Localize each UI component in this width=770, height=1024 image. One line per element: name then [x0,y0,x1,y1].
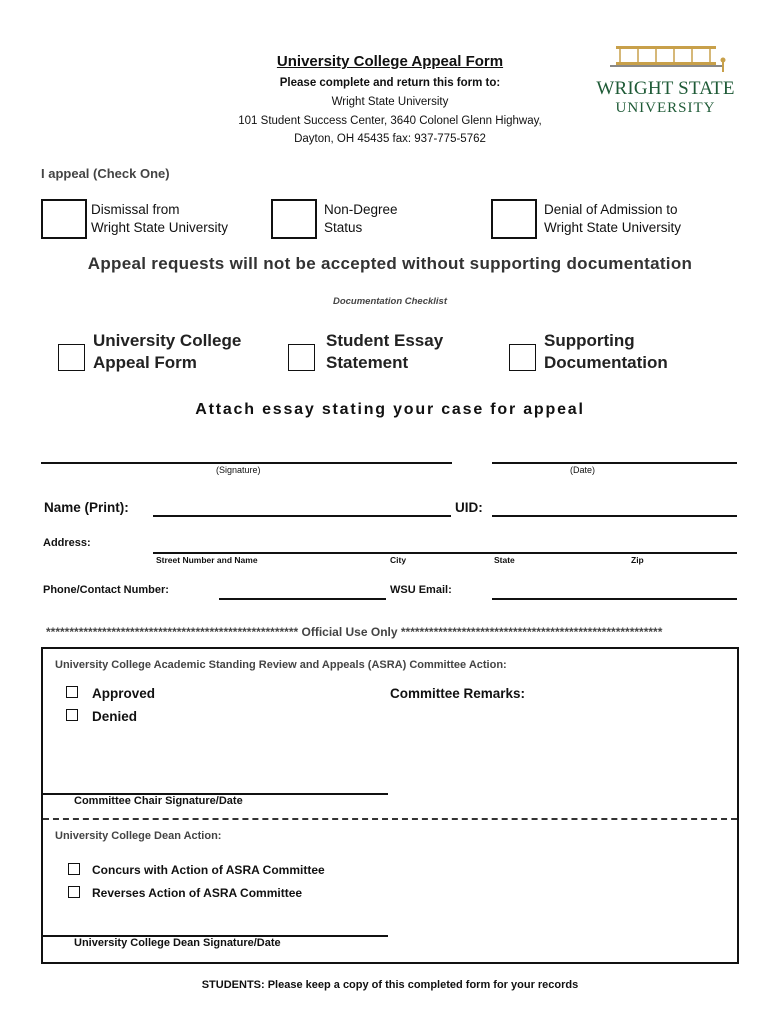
return-instruction: Please complete and return this form to: [279,77,501,89]
committee-action-title: University College Academic Standing Review and Appeals (ASRA) Committee Action: [55,659,507,671]
concurs-checkbox[interactable] [68,863,80,875]
wright-state-logo [588,42,743,122]
reverses-checkbox[interactable] [68,886,80,898]
date-line[interactable] [492,462,737,464]
email-input-line[interactable] [492,598,737,600]
option-line: Wright State University [91,220,229,235]
dismissal-option [91,201,228,237]
street-caption: Street Number and Name [156,555,258,565]
option-line: Wright State University [544,220,682,235]
official-use-panel [41,647,739,964]
documentation-checklist-label: Documentation Checklist [332,296,448,307]
logo-text-university: UNIVERSITY [615,100,716,116]
checklist-essay-statement [326,330,443,374]
address-input-line[interactable] [153,552,737,554]
uid-input-line[interactable] [492,515,737,517]
address-line-1: 101 Student Success Center, 3640 Colonel Glenn Highway, [238,115,542,127]
denied-checkbox[interactable] [66,709,78,721]
state-caption: State [494,555,515,565]
checklist-line: Statement [326,353,409,372]
phone-label: Phone/Contact Number: [43,584,169,596]
phone-input-line[interactable] [219,598,386,600]
appeal-form-checkbox[interactable] [58,344,85,371]
checklist-supporting-docs [544,330,668,374]
address-label: Address: [43,537,91,549]
attach-essay-instruction: Attach essay stating your case for appeal [195,401,585,418]
logo-text-wright-state: WRIGHT STATE [596,78,735,99]
checklist-line: Supporting [544,331,635,350]
signature-line[interactable] [41,462,452,464]
dean-action-title: University College Dean Action: [55,830,222,842]
approved-label: Approved [92,686,156,701]
non-degree-option [324,201,398,237]
option-line: Dismissal from [91,202,180,217]
form-title: University College Appeal Form [276,53,504,70]
date-caption: (Date) [570,465,596,475]
wright-flyer-icon [610,42,730,76]
documentation-notice: Appeal requests will not be accepted without supporting documentation [87,254,693,273]
denial-admission-checkbox[interactable] [491,199,537,239]
checklist-line: Student Essay [326,331,444,350]
option-line: Denial of Admission to [544,202,678,217]
email-label: WSU Email: [390,584,452,596]
uid-label: UID: [455,500,483,515]
approved-checkbox[interactable] [66,686,78,698]
city-caption: City [390,555,407,565]
essay-statement-checkbox[interactable] [288,344,315,371]
zip-caption: Zip [631,555,644,565]
option-line: Non-Degree [324,202,398,217]
name-label: Name (Print): [44,500,129,515]
non-degree-checkbox[interactable] [271,199,317,239]
checklist-line: Appeal Form [93,353,197,372]
footer-note: STUDENTS: Please keep a copy of this completed form for your records [201,979,579,991]
checklist-line: University College [93,331,242,350]
option-line: Status [324,220,363,235]
dismissal-checkbox[interactable] [41,199,87,239]
appeal-type-label: I appeal (Check One) [41,166,170,181]
denied-label: Denied [92,709,138,724]
org-name: Wright State University [331,96,449,108]
committee-remarks-label: Committee Remarks: [390,686,526,701]
checklist-line: Documentation [544,353,668,372]
address-line-2: Dayton, OH 45435 fax: 937-775-5762 [294,133,486,145]
checklist-appeal-form [93,330,241,374]
section-divider [43,818,737,820]
name-input-line[interactable] [153,515,451,517]
chair-signature-caption: Committee Chair Signature/Date [74,795,243,807]
denial-admission-option [544,201,681,237]
supporting-docs-checkbox[interactable] [509,344,536,371]
reverses-label: Reverses Action of ASRA Committee [92,886,303,900]
official-use-banner: ****************************************************** Official Use Only ******************************************************** [46,625,663,639]
dean-signature-caption: University College Dean Signature/Date [74,937,281,949]
concurs-label: Concurs with Action of ASRA Committee [92,863,325,877]
signature-caption: (Signature) [216,465,261,475]
